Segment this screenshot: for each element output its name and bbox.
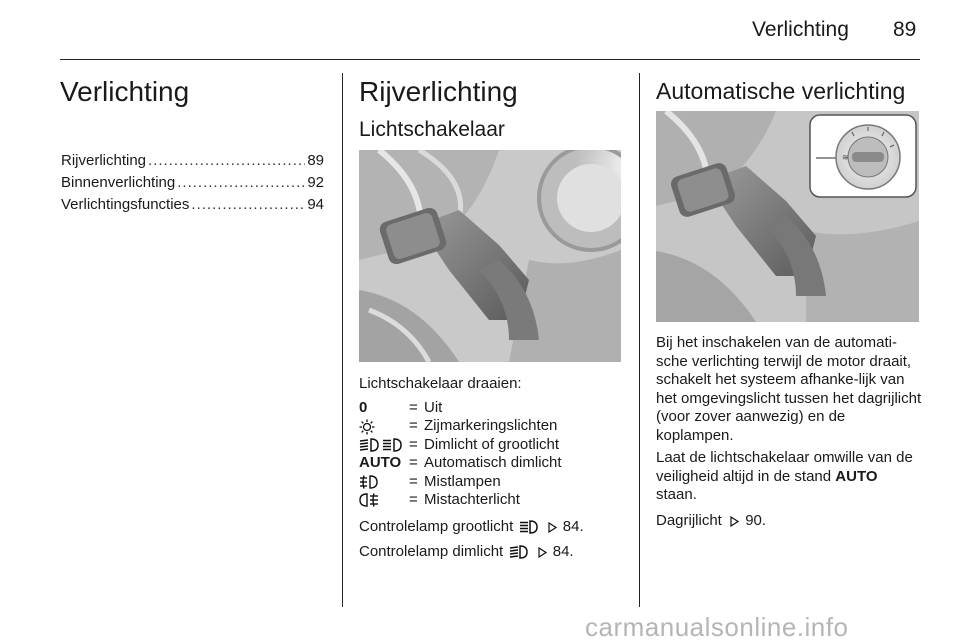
- off-zero-icon: 0: [359, 399, 368, 416]
- front-fog-light-icon: [359, 475, 379, 489]
- column-divider-left: [342, 73, 343, 607]
- switch-positions-legend: [359, 399, 621, 509]
- legend-row: = Dimlicht of grootlicht: [359, 436, 621, 454]
- toc-entry-page: 92: [307, 174, 324, 191]
- dipped-and-main-beam-icon: [359, 438, 403, 452]
- column-divider-right: [639, 73, 640, 607]
- toc-entry[interactable]: [61, 172, 324, 194]
- page-reference-icon: [538, 547, 547, 558]
- legend-text: Dimlicht of grootlicht: [424, 435, 560, 453]
- watermark: carmanualsonline.info: [585, 612, 849, 642]
- toc-entry-label: Verlichtingsfuncties: [61, 196, 190, 213]
- page-reference-link[interactable]: 84.: [552, 543, 574, 560]
- auto-light-switch-photo: [656, 111, 919, 322]
- rear-fog-light-icon: [359, 493, 379, 507]
- toc-leader-dots: [177, 172, 305, 194]
- legend-row: AUTO = Automatisch dimlicht: [359, 454, 562, 472]
- page-reference-link[interactable]: 90.: [745, 512, 767, 529]
- intro-text: Lichtschakelaar draaien:: [359, 375, 522, 392]
- toc-entry-page: 94: [307, 196, 324, 213]
- dipped-beam-icon: [509, 545, 529, 559]
- auto-symbol: AUTO: [359, 454, 402, 472]
- section-heading-automatic-lighting: Automatische verlichting: [656, 78, 906, 104]
- daytime-running-lights-reference: Dagrijlicht 90.: [656, 512, 767, 529]
- running-header-title: Verlichting: [752, 18, 849, 41]
- header-rule: [60, 59, 920, 60]
- toc-leader-dots: [148, 150, 305, 172]
- toc-leader-dots: [191, 194, 305, 216]
- toc-entry[interactable]: [61, 150, 324, 172]
- legend-row: 0 = Uit: [359, 399, 443, 416]
- toc-entry-label: Binnenverlichting: [61, 174, 176, 191]
- page-reference-icon: [548, 522, 557, 533]
- legend-text: Zijmarkeringslichten: [424, 417, 558, 435]
- main-beam-icon: [519, 520, 539, 534]
- automatic-lighting-description: Bij het inschakelen van de automati-sche verlichting terwijl de motor draait, schakelt het systeem afhanke-lijk van het omgevingslicht tussen het dagrijlicht (voor zover aanwezig) en de koplampen.: [656, 334, 922, 444]
- side-lights-icon: [359, 419, 375, 435]
- svg-text:≋: ≋: [842, 153, 849, 162]
- chapter-heading: Verlichting: [60, 76, 190, 107]
- auto-keyword: AUTO: [835, 467, 878, 485]
- table-of-contents: [61, 150, 324, 216]
- page-number: 89: [893, 18, 917, 41]
- page-reference-link[interactable]: 84.: [562, 518, 584, 535]
- dipped-beam-reference: Controlelamp dimlicht 84.: [359, 543, 574, 560]
- main-beam-reference: Controlelamp grootlicht 84.: [359, 518, 584, 535]
- toc-entry-label: Rijverlichting: [61, 152, 147, 169]
- legend-text: Uit: [424, 399, 443, 416]
- toc-entry-page: 89: [307, 152, 324, 169]
- legend-text: Mistlampen: [424, 472, 501, 490]
- legend-text: Mistachterlicht: [424, 490, 520, 508]
- legend-row: = Mistlampen: [359, 473, 621, 491]
- legend-row: = Mistachterlicht: [359, 491, 621, 509]
- legend-row: = Zijmarkeringslichten: [359, 417, 621, 435]
- subsection-heading: Lichtschakelaar: [359, 118, 505, 141]
- section-heading: Rijverlichting: [359, 76, 518, 107]
- legend-text: Automatisch dimlicht: [424, 454, 562, 472]
- light-switch-photo: [359, 150, 621, 362]
- page-reference-icon: [730, 516, 739, 527]
- safety-note: Laat de lichtschakelaar omwille van de veiligheid altijd in de stand AUTO staan.: [656, 449, 913, 503]
- toc-entry[interactable]: [61, 194, 324, 216]
